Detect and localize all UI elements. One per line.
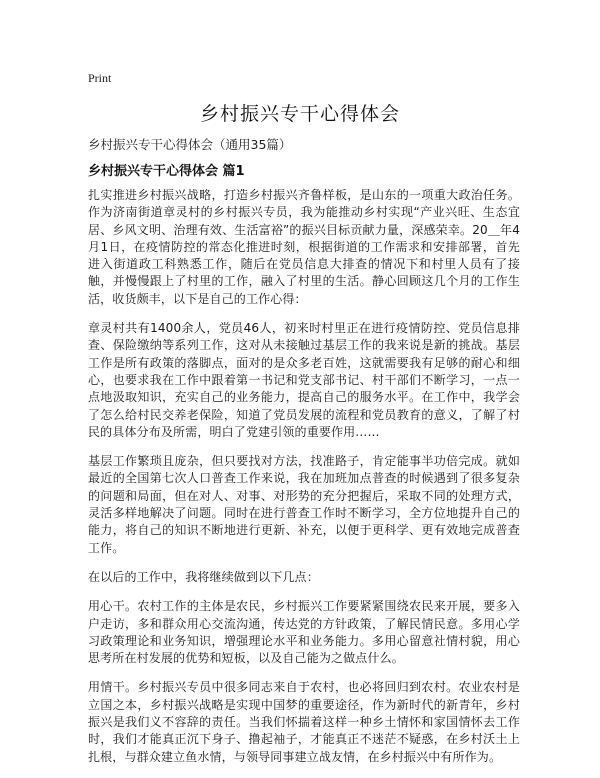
document-subtitle: 乡村振兴专干心得体会（通用35篇） bbox=[88, 137, 292, 152]
paragraph-plan: 在以后的工作中，我将继续做到以下几点： bbox=[88, 569, 319, 584]
paragraph-heart: 用心干。农村工作的主体是农民，乡村振兴工作要紧紧围绕农民来开展，要多入户走访，多和群众用心交流沟通，传达党的方针政策，了解民情民意。多用心学习政策理论和业务知识，增强理论水平和业务能力。多用心留意社情村貌，用心思考所在村发展的优势和短板，以及自己能为之做点什么。 bbox=[88, 599, 520, 666]
section-heading: 乡村振兴专干心得体会 篇1 bbox=[88, 164, 245, 179]
paragraph-village: 章灵村共有1400余人，党员46人，初来时村里正在进行疫情防控、党员信息排查、保险缴纳等系列工作，这对从未接触过基层工作的我来说是新的挑战。基层工作是所有政策的落脚点，面对的是众多老百姓，这就需要我有足够的耐心和细心，也要求我在工作中跟着第一书记和党支部书记、村干部们不断学习，一点一点地汲取知识，充实自己的业务能力，提高自己的服务水平。在工作中，我学会了怎么给村民交养老保险，知道了党员发展的流程和党员教育的意义，了解了村民的具体分布及所需，明白了党建引领的重要作用…… bbox=[88, 321, 520, 439]
paragraph-intro: 扎实推进乡村振兴战略，打造乡村振兴齐鲁样板，是山东的一项重大政治任务。作为济南街道章灵村的乡村振兴专员，我为能推动乡村实现“产业兴旺、生态宜居、乡风文明、治理有效、生活富裕”的振兴目标贡献力量，深感荣幸。20＿年4月1日，在疫情防控的常态化推进时刻，根据街道的工作需求和安排部署，首先进入街道政工科熟悉工作，随后在党员信息大排查的情况下和村里人员有了接触，并慢慢跟上了村里的工作，融入了村里的生活。静心回顾这几个月的工作生活，收货颇丰，以下是自己的工作心得： bbox=[88, 188, 520, 306]
paragraph-census: 基层工作繁琐且庞杂，但只要找对方法，找准路子，肯定能事半功倍完成。就如最近的全国第七次人口普查工作来说，我在加班加点普查的时候遇到了很多复杂的问题和局面，但在对人、对事、对形势的充分把握后，采取不同的处理方式，灵活多样地解决了问题。同时在进行普查工作时不断学习，全方位地提升自己的能力，将自己的知识不断地进行更新、补充，以便于更科学、更有效地完成普查工作。 bbox=[88, 454, 520, 555]
article-body bbox=[88, 187, 520, 778]
paragraph-feeling: 用情干。乡村振兴专员中很多同志来自于农村，也必将回归到农村。农业农村是立国之本，乡村振兴战略是实现中国梦的重要途径，作为新时代的新青年，乡村振兴是我们义不容辞的责任。当我们怀揣着这样一种乡土情怀和家国情怀去工作时，我们才能真正沉下身子、撸起袖子，才能真正不迷茫不疑惑，在乡村沃土上扎根，与群众建立鱼水情，与领导同事建立战友情，在乡村振兴中有所作为。 bbox=[88, 680, 520, 764]
page-title: 乡村振兴专干心得体会 bbox=[199, 103, 400, 125]
print-label[interactable]: Print bbox=[88, 71, 112, 85]
